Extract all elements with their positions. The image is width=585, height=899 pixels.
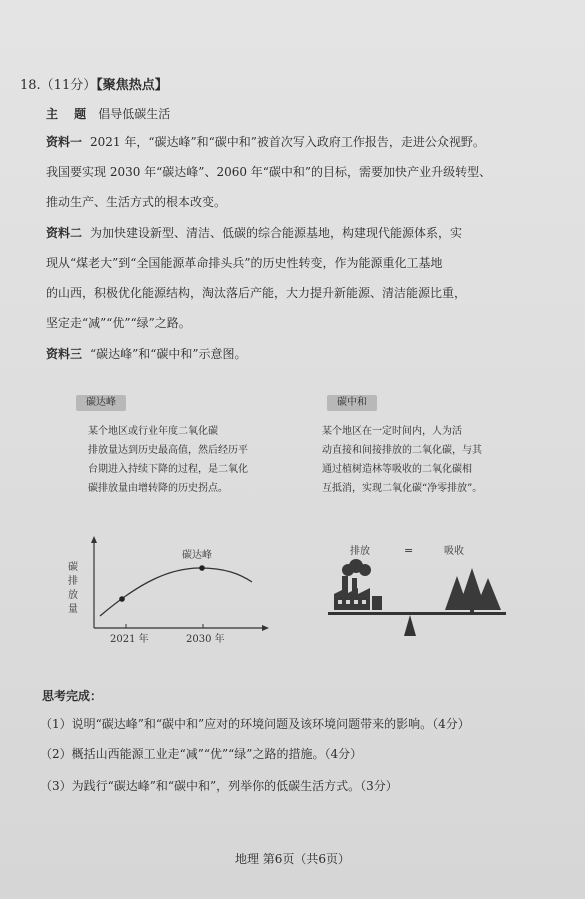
material-2-line: 坚定走“减”“优”“绿”之路。: [46, 316, 191, 330]
scale-fulcrum: [404, 615, 416, 636]
point-peak: [199, 565, 205, 571]
question-item-2: （2）概括山西能源工业走“减”“优”“绿”之路的措施。（4分）: [40, 747, 363, 761]
scale-right-label: 吸收: [444, 546, 464, 557]
question-tag: 【聚焦热点】: [96, 78, 168, 93]
peak-description: [88, 422, 273, 498]
think-title: 思考完成：: [42, 689, 103, 703]
question-header: [20, 74, 168, 93]
trees-icon: [445, 568, 501, 612]
y-axis-arrow: [91, 536, 97, 543]
ylabel-char: 排: [68, 576, 78, 587]
scale-beam: [328, 612, 506, 615]
x-tick-label: 2030 年: [186, 634, 225, 645]
scale-left-label: 排放: [350, 546, 370, 557]
question-number: 18.（11分）: [20, 78, 97, 93]
peak-badge: 碳达峰: [76, 395, 126, 411]
peak-desc-line: 台期进入持续下降的过程，是二氧化: [88, 464, 248, 475]
factory-icon: [334, 559, 382, 610]
question-item-3: （3）为践行“碳达峰”和“碳中和”，列举你的低碳生活方式。（3分）: [40, 779, 398, 793]
topic-line: [46, 105, 170, 122]
material-2-line: 的山西，积极优化能源结构，淘汰落后产能，大力提升新能源、清洁能源比重，: [46, 286, 467, 300]
material-1-line: 2021 年，“碳达峰”和“碳中和”被首次写入政府工作报告，走进公众视野。: [90, 135, 485, 149]
x-axis-arrow: [262, 625, 269, 631]
topic-text: 倡导低碳生活: [98, 107, 171, 121]
neutral-desc-line: 动直接和间接排放的二氧化碳，与其: [322, 445, 482, 456]
neutral-scale: [320, 538, 520, 648]
material-2-label: 资料二: [46, 226, 83, 240]
material-2-line: 为加快建设新型、清洁、低碳的综合能源基地，构建现代能源体系，实: [90, 226, 463, 240]
material-1-line: 我国要实现 2030 年“碳达峰”、2060 年“碳中和”的目标，需要加快产业升级转型、: [46, 165, 492, 179]
peak-label: 碳达峰: [182, 550, 212, 561]
peak-desc-line: 碳排放量由增转降的历史拐点。: [88, 483, 228, 494]
material-2-line: 现从“煤老大”到“全国能源革命排头兵”的历史性转变，作为能源重化工基地: [46, 256, 443, 270]
scale-eq-label: =: [404, 544, 414, 557]
material-1-label: 资料一: [46, 135, 83, 149]
neutral-desc-line: 通过植树造林等吸收的二氧化碳相: [322, 464, 472, 475]
material-2: [46, 218, 546, 338]
neutral-badge: 碳中和: [327, 395, 377, 411]
ylabel-char: 量: [68, 604, 78, 615]
neutral-desc-line: 互抵消，实现二氧化碳“净零排放”。: [322, 483, 483, 494]
emission-curve: [100, 568, 252, 616]
material-3-line: “碳达峰”和“碳中和”示意图。: [90, 347, 247, 361]
neutral-desc-line: 某个地区在一定时间内，人为活: [322, 426, 462, 437]
topic-label: 主 题: [46, 107, 93, 121]
material-3-label: 资料三: [46, 347, 83, 361]
ylabel-char: 碳: [68, 562, 78, 573]
neutral-description: [322, 422, 517, 498]
peak-desc-line: 某个地区或行业年度二氧化碳: [88, 426, 218, 437]
ylabel-char: 放: [68, 590, 78, 601]
material-3: [46, 339, 546, 369]
peak-desc-line: 排放量达到历史最高值，然后经历平: [88, 445, 248, 456]
page-footer: 地理 第6页（共6页）: [234, 852, 351, 866]
material-1: [46, 127, 546, 217]
question-item-1: （1）说明“碳达峰”和“碳中和”应对的环境问题及该环境问题带来的影响。（4分）: [40, 717, 470, 731]
x-tick-label: 2021 年: [110, 634, 149, 645]
peak-chart: [60, 532, 280, 652]
point-2021: [119, 596, 125, 602]
material-1-line: 推动生产、生活方式的根本改变。: [46, 195, 227, 209]
